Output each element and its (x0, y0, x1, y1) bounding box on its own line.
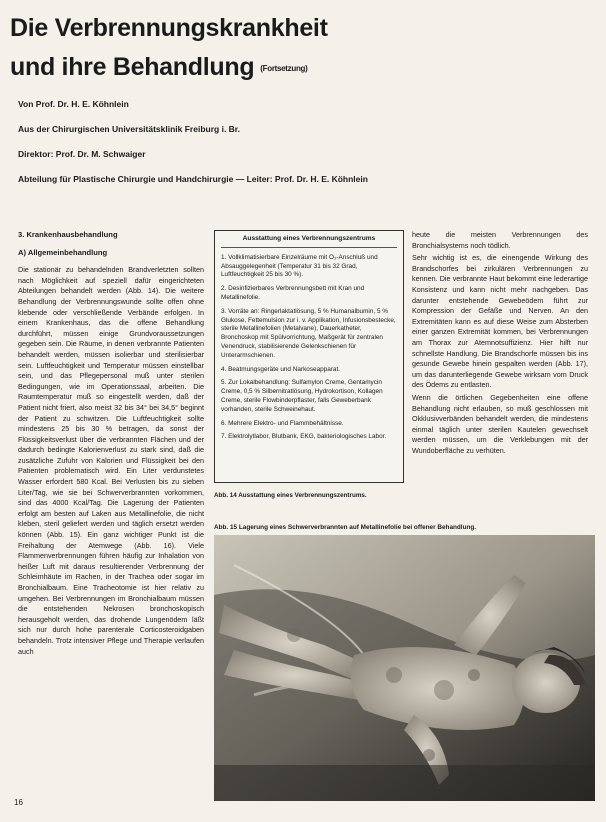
figure-14-caption: Abb. 14 Ausstattung eines Verbrennungszentrums. (214, 492, 367, 499)
body-paragraph: Sehr wichtig ist es, die einengende Wirkung des Brandschorfes bei zirkulären Verbrennungen zu kennen. Die verbrannte Haut bekommt eine lederartige Konsistenz und kann nicht mehr nachgeben. Das darunter entstehende Gewebeödem führt zur Kompression der Gefäße und Nerven. An den Extremitäten kann es auf diese Weise zum Absterben einer ganzen Extremität kommen, bei Verbrennungen am Thorax zur Atemnotsuffizienz. Hier hilft nur schnellste Handlung. Die Brandschorfe müssen bis ins gesunde Gewebe hinein gespalten werden (Abb. 17), um das darunterliegende Gewebe wirksam vom Druck des Ödems zu entlasten. (412, 253, 588, 390)
title-line-1: Die Verbrennungskrankheit (10, 14, 328, 42)
equipment-list (221, 254, 397, 442)
title-text: und ihre Behandlung (10, 53, 255, 81)
list-item: 1. Vollklimatisierbare Einzelräume mit O₂-Anschluß und Absauggelegenheit (Temperatur 31 bis 32 Grad, Luftfeuchtigkeit 25 bis 30 %). (221, 253, 378, 279)
box-title: Ausstattung eines Verbrennungszentrums (221, 235, 397, 248)
subsection-heading: A) Allgemeinbehandlung (18, 247, 108, 257)
list-item: 7. Elektrolytlabor, Blutbank, EKG, bakteriologisches Labor. (221, 433, 387, 441)
author-line: Von Prof. Dr. H. E. Köhnlein (18, 99, 129, 109)
column-1 (18, 230, 204, 659)
affiliation-line: Aus der Chirurgischen Universitätsklinik Freiburg i. Br. (18, 124, 241, 134)
figure-15-caption: Abb. 15 Lagerung eines Schwerverbrannten auf Metallinefolie bei offener Behandlung. (214, 524, 477, 531)
body-paragraph: Die stationär zu behandelnden Brandverletzten sollten nach Möglichkeit auf speziell dafür eingerichteten Abteilungen behandelt werden (Abb. 14). Die weitere Behandlung der Verbrennungswunde sollte offen ohne klebende oder verschließende Verbände erfolgen. In einem Krankenhaus, das die offene Behandlung durchführt, müssen einige Grundvoraussetzungen gegeben sein. Die Räume, in denen verbrannte Patienten behandelt werden, müssen isolierbar und sterilisierbar sein. Luftfeuchtigkeit und Temperatur müssen einstellbar sein, und das Pflegepersonal muß unter sterilen Bedingungen, wie im Operationssaal, arbeiten. Die Raumtemperatur muß so eingestellt werden, daß der Patient nicht friert, also meist 32 bis 34° bei 34,5° beginnt der Patient zu schwitzen. Die Luftfeuchtigkeit sollte mindestens 25 bis 30 % betragen, da sonst der Flüssigkeitsverlust über die verbrannten Flächen und der dadurch bedingte Kalorienverlust zu stark sind, daß die zusätzliche Zufuhr von Kalorien und Flüssigkeit bei den Patienten problematisch wird. Ein Liter verdunstetes Wasser erfordert 580 Kcal. Bei Verlusten bis zu sieben Liter/Tag, wie sie bei Schwerverbrannten vorkommen, sind das 4000 Kcal/Tag. Die Lagerung der Patienten erfolgt am besten auf Laken aus Metallinefolie, die nicht kleben, steril geliefert werden und täglich ersetzt werden können (Abb. 15). Ein ganz wichtiger Punkt ist die Freihaltung der Atemwege (Abb. 16). Viele Flammenverbrennungen führen häufig zur Inhalation von heißer Luft mit daraus resultierender Verbrennung der Schleimhäute im Rachen, in der Trachea oder sogar im Bronchialbaum. Eine Tracheotomie ist hier relativ zu umgehen. Bei Verbrennungen im Bronchialbaum müssen die entstehenden Nekrosen bronchoskopisch herausgeholt werden, das drohende Lungenödem läßt sich nur durch hohe parenterale Corticosteroidgaben behandeln. Trotz intensiver Pflege und Therapie verlaufen auch (18, 265, 204, 656)
column-3 (412, 230, 588, 458)
title-line-2 (10, 53, 308, 82)
patient-photo (214, 535, 595, 801)
director-line: Direktor: Prof. Dr. M. Schwaiger (18, 149, 146, 159)
body-paragraph: heute die meisten Verbrennungen des Bronchialsystems noch tödlich. (412, 230, 588, 250)
list-item: 6. Mehrere Elektro- und Flammbehältnisse. (221, 419, 344, 427)
section-heading: 3. Krankenhausbehandlung (18, 230, 118, 239)
continuation-note: (Fortsetzung) (260, 63, 308, 73)
list-item: 3. Vorräte an: Ringerlaktatlösung, 5 % Humanalbumin, 5 % Glukose, Fettemulsion zur i. v. Applikation, Infusionsbestecke, sterile Metallinefolien (Metalvane), Dauerkatheter, Bronchoskop mit Spülvorrichtung, Maßgerät für zentralen Venendruck, stabilisierende Gelenkschienen für Unterarmschienen. (221, 307, 396, 359)
body-paragraph: Wenn die örtlichen Gegebenheiten eine offene Behandlung nicht erlauben, so muß geschlossen mit Okklusivverbänden behandelt werden, die mindestens einmal täglich unter sterilen Kautelen gewechselt werden müssen, um die Verklebungen mit der Wundoberfläche zu verhüten. (412, 392, 588, 455)
list-item: 5. Zur Lokalbehandlung: Sulfamylon Creme, Gentamycin Creme, 0,5 % Silbernitratlösung, Hydrokortison, Kollagen Creme, sterile Flowbinderpflaster, falls Geweberbank vorhanden, sterile Schweinehaut. (221, 379, 383, 413)
list-item: 2. Desinfizierbares Verbrennungsbett mit Kran und Metallinefolie. (221, 285, 365, 301)
department-line: Abteilung für Plastische Chirurgie und Handchirurgie — Leiter: Prof. Dr. H. E. Köhnlein (18, 174, 368, 184)
list-item: 4. Beatmungsgeräte und Narkoseapparat. (221, 365, 341, 373)
page-number: 16 (14, 798, 23, 807)
equipment-box (214, 230, 404, 483)
